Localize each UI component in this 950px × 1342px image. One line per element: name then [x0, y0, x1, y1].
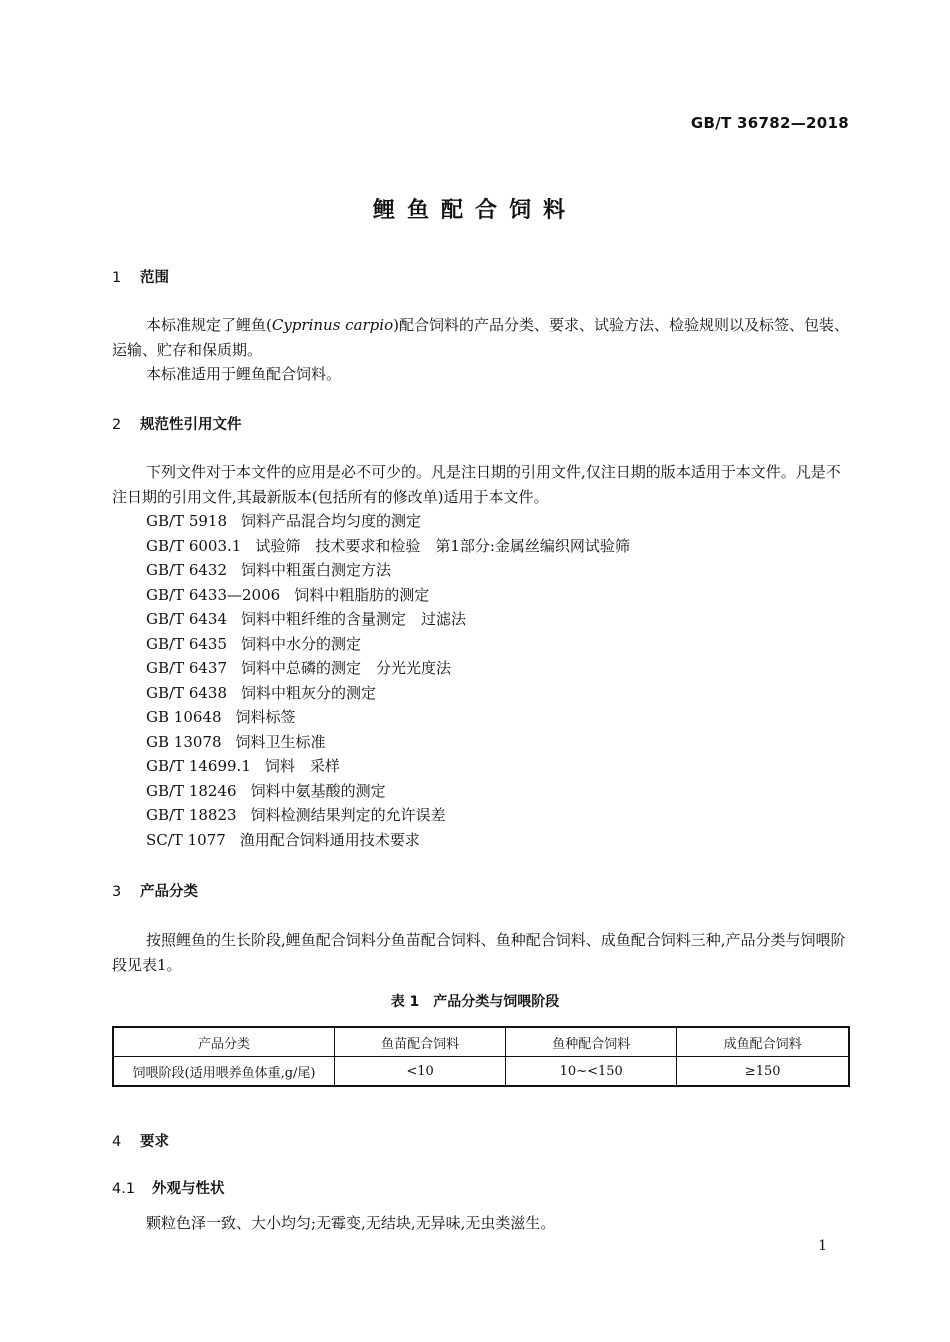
table-header-cell: 鱼种配合饲料 [506, 1027, 677, 1057]
reference-code: GB/T 6432 [146, 561, 228, 579]
table-header-row [113, 1027, 849, 1057]
reference-item [146, 730, 630, 755]
reference-code: GB/T 6003.1 [146, 536, 242, 555]
reference-code: GB/T 6435 [146, 634, 228, 653]
reference-title: 饲料中氨基酸的测定 [250, 781, 386, 800]
table-title: 表 1 产品分类与饲喂阶段 [390, 994, 560, 1010]
reference-title: 试验筛 技术要求和检验 第1部分:金属丝编织网试验筛 [255, 536, 630, 555]
reference-title: 饲料检测结果判定的允许误差 [250, 806, 446, 824]
reference-title: 饲料中水分的测定 [241, 634, 362, 653]
reference-code: GB/T 14699.1 [146, 757, 251, 775]
table-cell: 10~<150 [506, 1057, 677, 1087]
reference-title: 饲料中粗灰分的测定 [241, 683, 377, 702]
table-cell: 饲喂阶段(适用喂养鱼体重,g/尾) [113, 1057, 335, 1087]
subsection-title: 外观与性状 [152, 1181, 225, 1197]
reference-item [146, 632, 630, 657]
reference-code: GB 13078 [146, 732, 222, 751]
section-number: 2 [112, 417, 122, 433]
reference-title: 饲料产品混合均匀度的测定 [241, 512, 422, 530]
subsection-4-1-heading [112, 1177, 225, 1198]
classification-paragraph: 按照鲤鱼的生长阶段,鲤鱼配合饲料分鱼苗配合饲料、鱼种配合饲料、成鱼配合饲料三种,产品分类与饲喂阶段见表1。 [112, 931, 846, 974]
reference-item [146, 705, 630, 730]
classification-table [112, 1026, 850, 1087]
reference-title: 饲料中粗纤维的含量测定 过滤法 [241, 610, 467, 628]
scope-applicability: 本标准适用于鲤鱼配合饲料。 [146, 365, 342, 383]
section-3-heading [112, 880, 198, 901]
reference-code: GB/T 6437 [146, 659, 228, 677]
reference-title: 饲料中粗蛋白测定方法 [241, 561, 392, 579]
reference-item [146, 828, 630, 853]
table-header-cell: 产品分类 [113, 1027, 335, 1057]
reference-item [146, 558, 630, 583]
section-number: 4 [112, 1134, 122, 1150]
section-title: 规范性引用文件 [140, 417, 242, 433]
section-1-heading [112, 266, 169, 287]
section-4-heading [112, 1130, 169, 1151]
reference-code: SC/T 1077 [146, 830, 226, 849]
reference-code: GB/T 6438 [146, 683, 228, 702]
reference-list [146, 509, 630, 852]
scope-latin-name: Cyprinus carpio [271, 316, 394, 334]
reference-item [146, 754, 630, 779]
reference-code: GB/T 6434 [146, 610, 228, 628]
reference-title: 饲料标签 [235, 708, 296, 726]
section-title: 范围 [140, 270, 169, 286]
section-title: 要求 [140, 1134, 169, 1150]
reference-item [146, 681, 630, 706]
reference-item [146, 534, 630, 559]
section-number: 3 [112, 884, 122, 900]
reference-title: 渔用配合饲料通用技术要求 [239, 830, 420, 849]
table-header-cell: 鱼苗配合饲料 [335, 1027, 506, 1057]
section-title: 产品分类 [140, 884, 198, 900]
standard-number: GB/T 36782—2018 [690, 114, 849, 132]
reference-title: 饲料中粗脂肪的测定 [294, 585, 430, 604]
section-2-heading [112, 413, 242, 434]
reference-item [146, 779, 630, 804]
reference-code: GB 10648 [146, 708, 222, 726]
reference-item [146, 509, 630, 534]
references-intro: 下列文件对于本文件的应用是必不可少的。凡是注日期的引用文件,仅注日期的版本适用于本文件。凡是不注日期的引用文件,其最新版本(包括所有的修改单)适用于本文件。 [112, 463, 841, 506]
scope-text-b: )配合饲料的产品分类、要求、试验方法、检验规则以及标签、包装、运输、贮存和保质期。 [112, 316, 849, 359]
reference-code: GB/T 18246 [146, 781, 237, 800]
reference-item [146, 583, 630, 608]
table-cell: ≥150 [677, 1057, 849, 1087]
table-row [113, 1057, 849, 1087]
scope-paragraph [112, 313, 850, 362]
appearance-paragraph: 颗粒色泽一致、大小均匀;无霉变,无结块,无异味,无虫类滋生。 [146, 1214, 556, 1232]
reference-code: GB/T 6433—2006 [146, 585, 281, 604]
table-header-cell: 成鱼配合饲料 [677, 1027, 849, 1057]
page-number: 1 [818, 1238, 827, 1254]
reference-title: 饲料中总磷的测定 分光光度法 [241, 659, 452, 677]
reference-item [146, 656, 630, 681]
document-title: 鲤鱼配合饲料 [372, 198, 577, 223]
reference-title: 饲料 采样 [264, 757, 340, 775]
reference-code: GB/T 18823 [146, 806, 237, 824]
section-number: 1 [112, 270, 122, 286]
subsection-number: 4.1 [112, 1181, 136, 1197]
scope-text-a: 本标准规定了鲤鱼( [146, 316, 272, 334]
reference-item [146, 607, 630, 632]
reference-item [146, 803, 630, 828]
reference-title: 饲料卫生标准 [235, 732, 326, 751]
table-cell: <10 [335, 1057, 506, 1087]
reference-code: GB/T 5918 [146, 512, 228, 530]
